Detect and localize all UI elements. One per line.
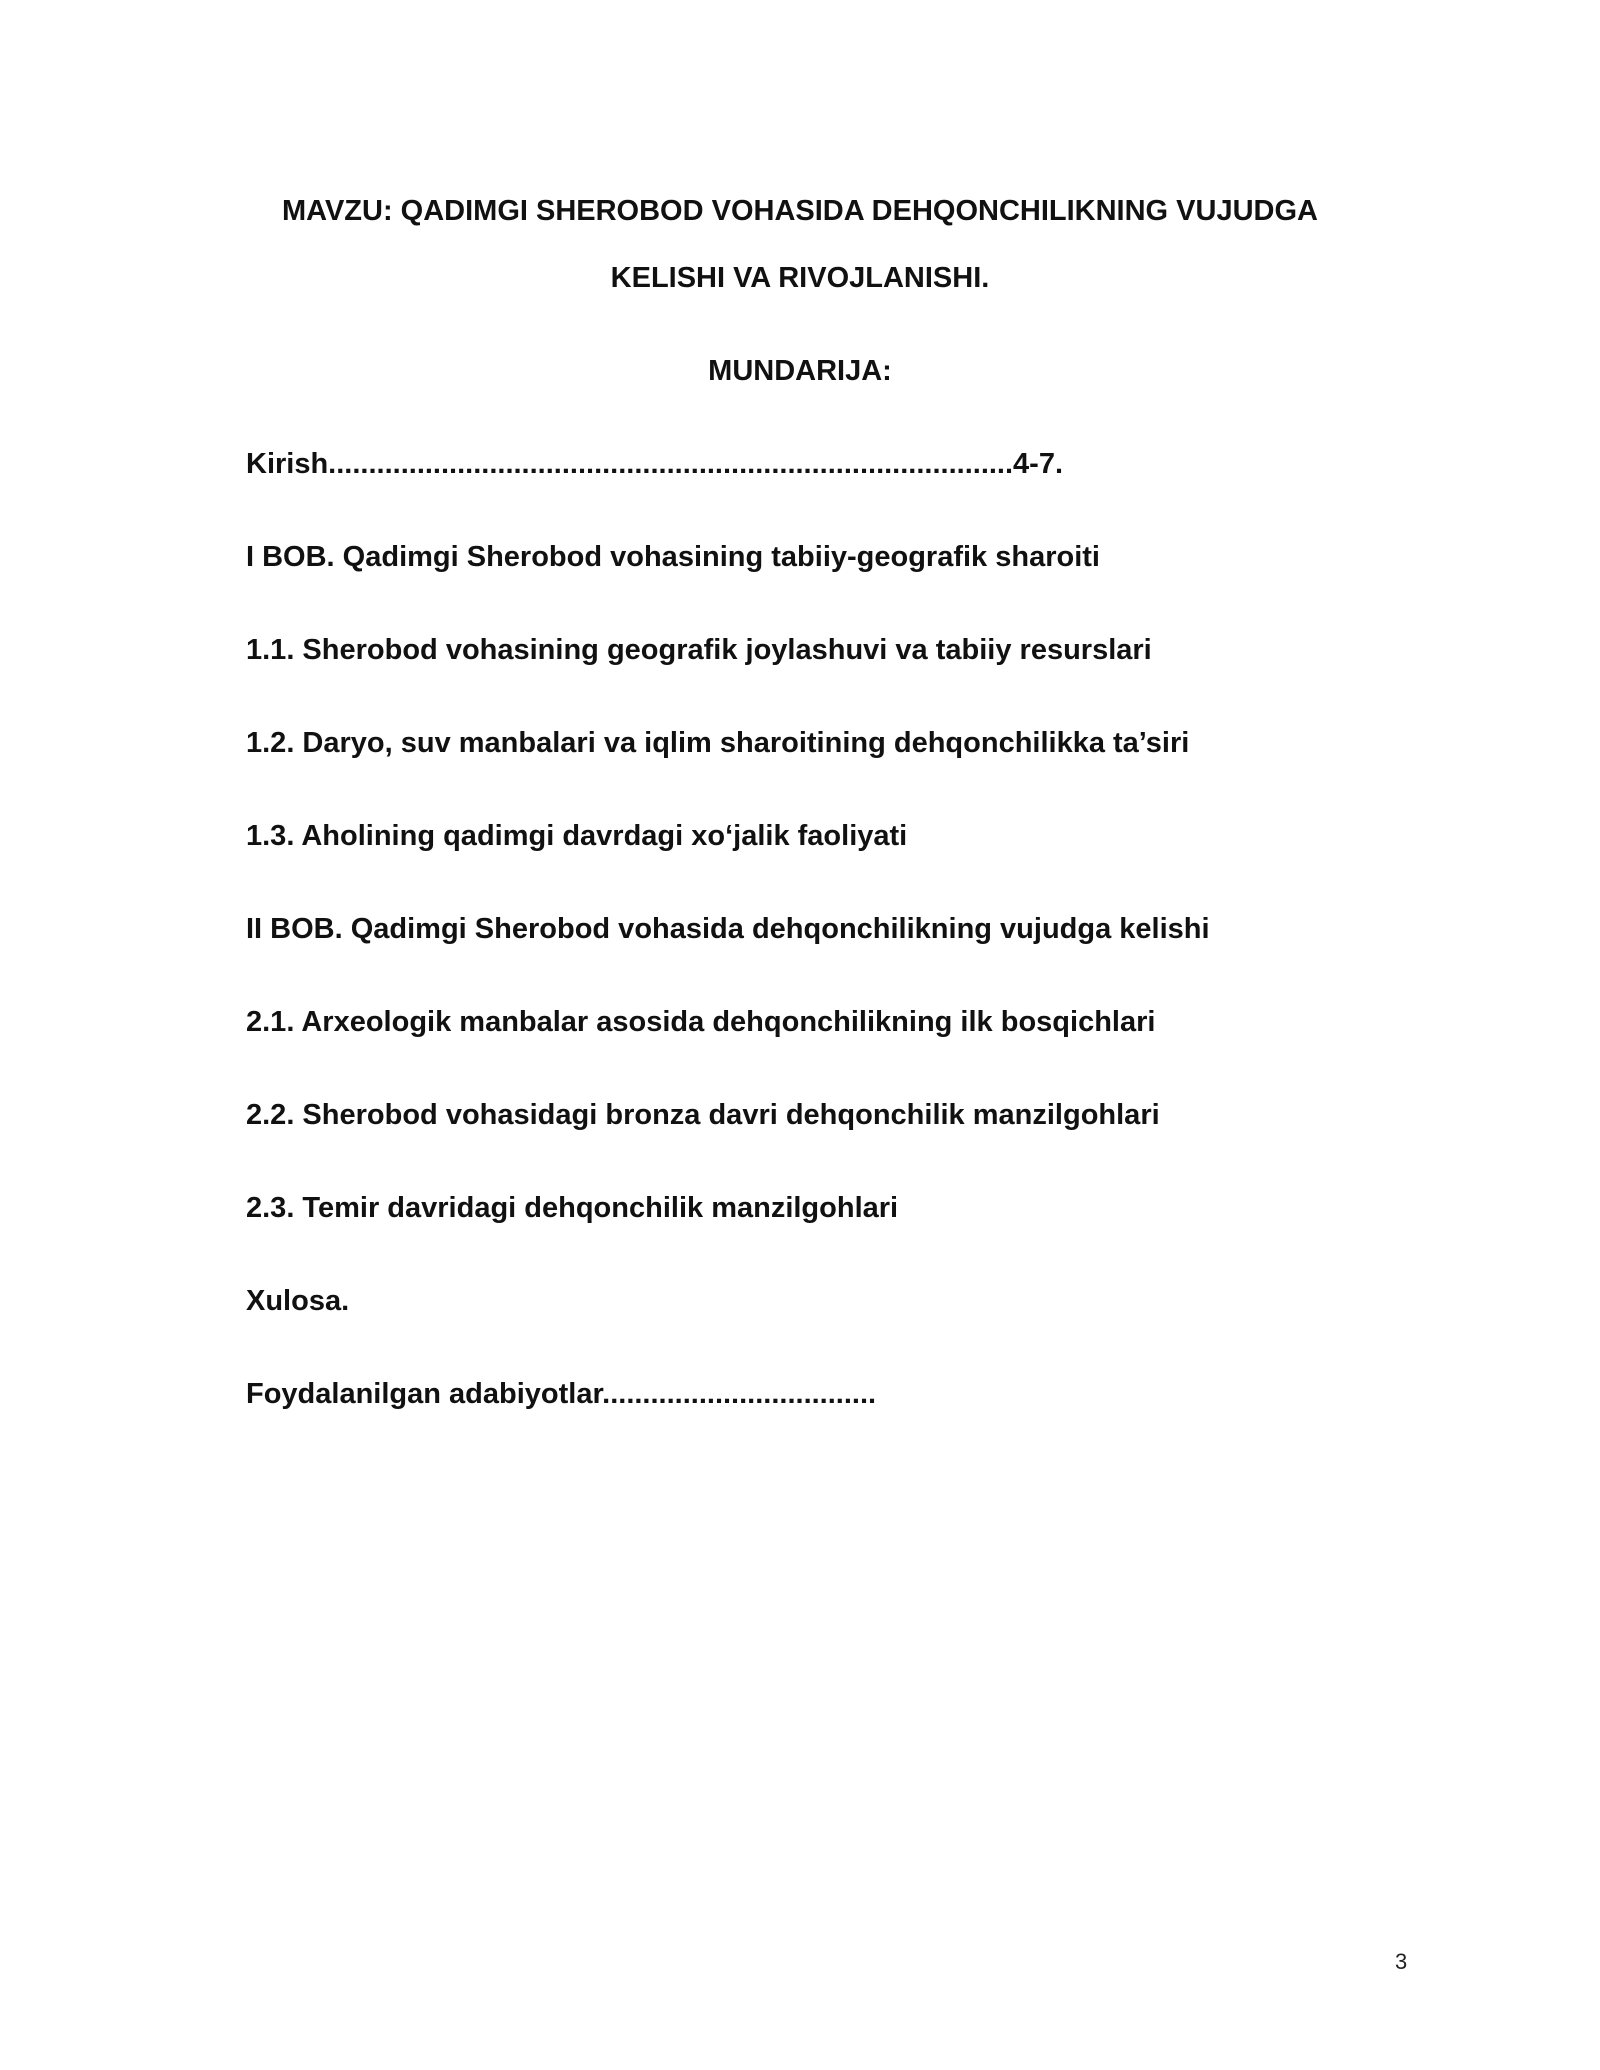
toc-entry-1-2: 1.2. Daryo, suv manbalari va iqlim sharoitining dehqonchilikka ta’siri — [246, 727, 1190, 759]
table-of-contents — [246, 444, 1406, 1467]
toc-entry-references: Foydalanilgan adabiyotlar.................................. — [246, 1378, 877, 1410]
toc-entry-2-1: 2.1. Arxeologik manbalar asosida dehqonchilikning ilk bosqichlari — [246, 1006, 1156, 1038]
page-number: 3 — [1395, 1949, 1408, 1974]
toc-entry-chapter-1: I BOB. Qadimgi Sherobod vohasining tabiiy-geografik sharoiti — [246, 541, 1100, 573]
document-title-line-2: KELISHI VA RIVOJLANISHI. — [610, 262, 990, 294]
toc-entry-1-1: 1.1. Sherobod vohasining geografik joylashuvi va tabiiy resurslari — [246, 634, 1152, 666]
toc-entry-1-3: 1.3. Aholining qadimgi davrdagi xo‘jalik faoliyati — [246, 820, 908, 852]
contents-heading: MUNDARIJA: — [708, 355, 892, 387]
toc-entry-conclusion: Xulosa. — [246, 1285, 350, 1317]
toc-entry-2-2: 2.2. Sherobod vohasidagi bronza davri dehqonchilik manzilgohlari — [246, 1099, 1160, 1131]
document-title-line-1: MAVZU: QADIMGI SHEROBOD VOHASIDA DEHQONCHILIKNING VUJUDGA — [282, 195, 1318, 227]
toc-entry-chapter-2: II BOB. Qadimgi Sherobod vohasida dehqonchilikning vujudga kelishi — [246, 913, 1210, 945]
toc-entry-2-3: 2.3. Temir davridagi dehqonchilik manzilgohlari — [246, 1192, 899, 1224]
toc-entry-introduction: Kirish.....................................................................................4-7. — [246, 448, 1064, 480]
